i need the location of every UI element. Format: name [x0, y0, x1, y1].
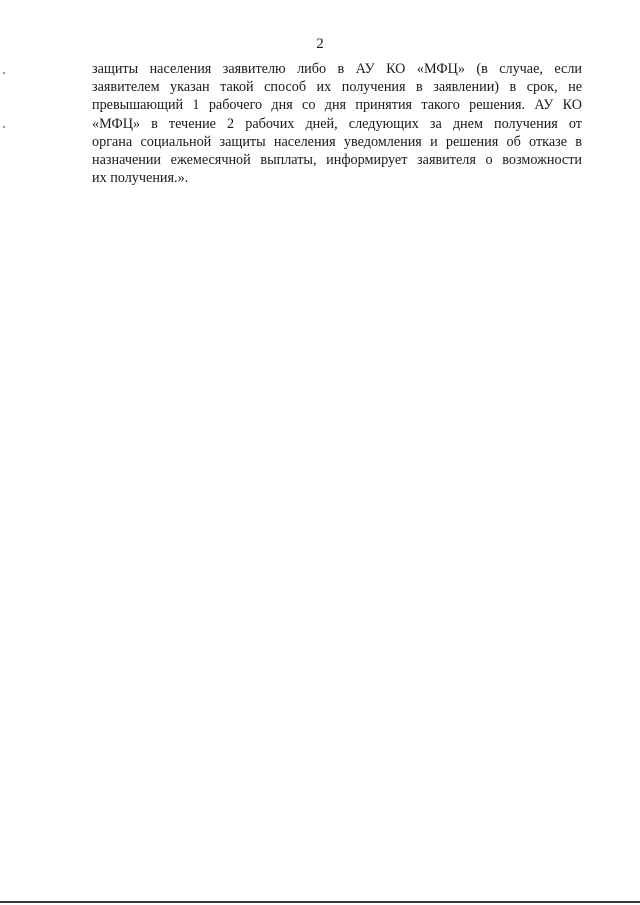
text-line: органа социальной защиты населения уведомления и решения об отказе в	[92, 133, 582, 150]
text-line: «МФЦ» в течение 2 рабочих дней, следующих за днем получения от	[92, 115, 582, 132]
scan-edge-line	[0, 901, 640, 903]
scan-artifact	[3, 126, 5, 128]
text-line: превышающий 1 рабочего дня со дня принятия такого решения. АУ КО	[92, 97, 582, 114]
text-line: их получения.».	[92, 170, 189, 187]
text-line: назначении ежемесячной выплаты, информирует заявителя о возможности	[92, 152, 582, 169]
scan-artifact	[3, 72, 5, 74]
page-number: 2	[316, 36, 324, 52]
text-line: защиты населения заявителю либо в АУ КО «МФЦ» (в случае, если	[92, 61, 582, 77]
text-line: заявителем указан такой способ их получения в заявлении) в срок, не	[92, 79, 582, 96]
body-paragraph	[92, 60, 582, 187]
